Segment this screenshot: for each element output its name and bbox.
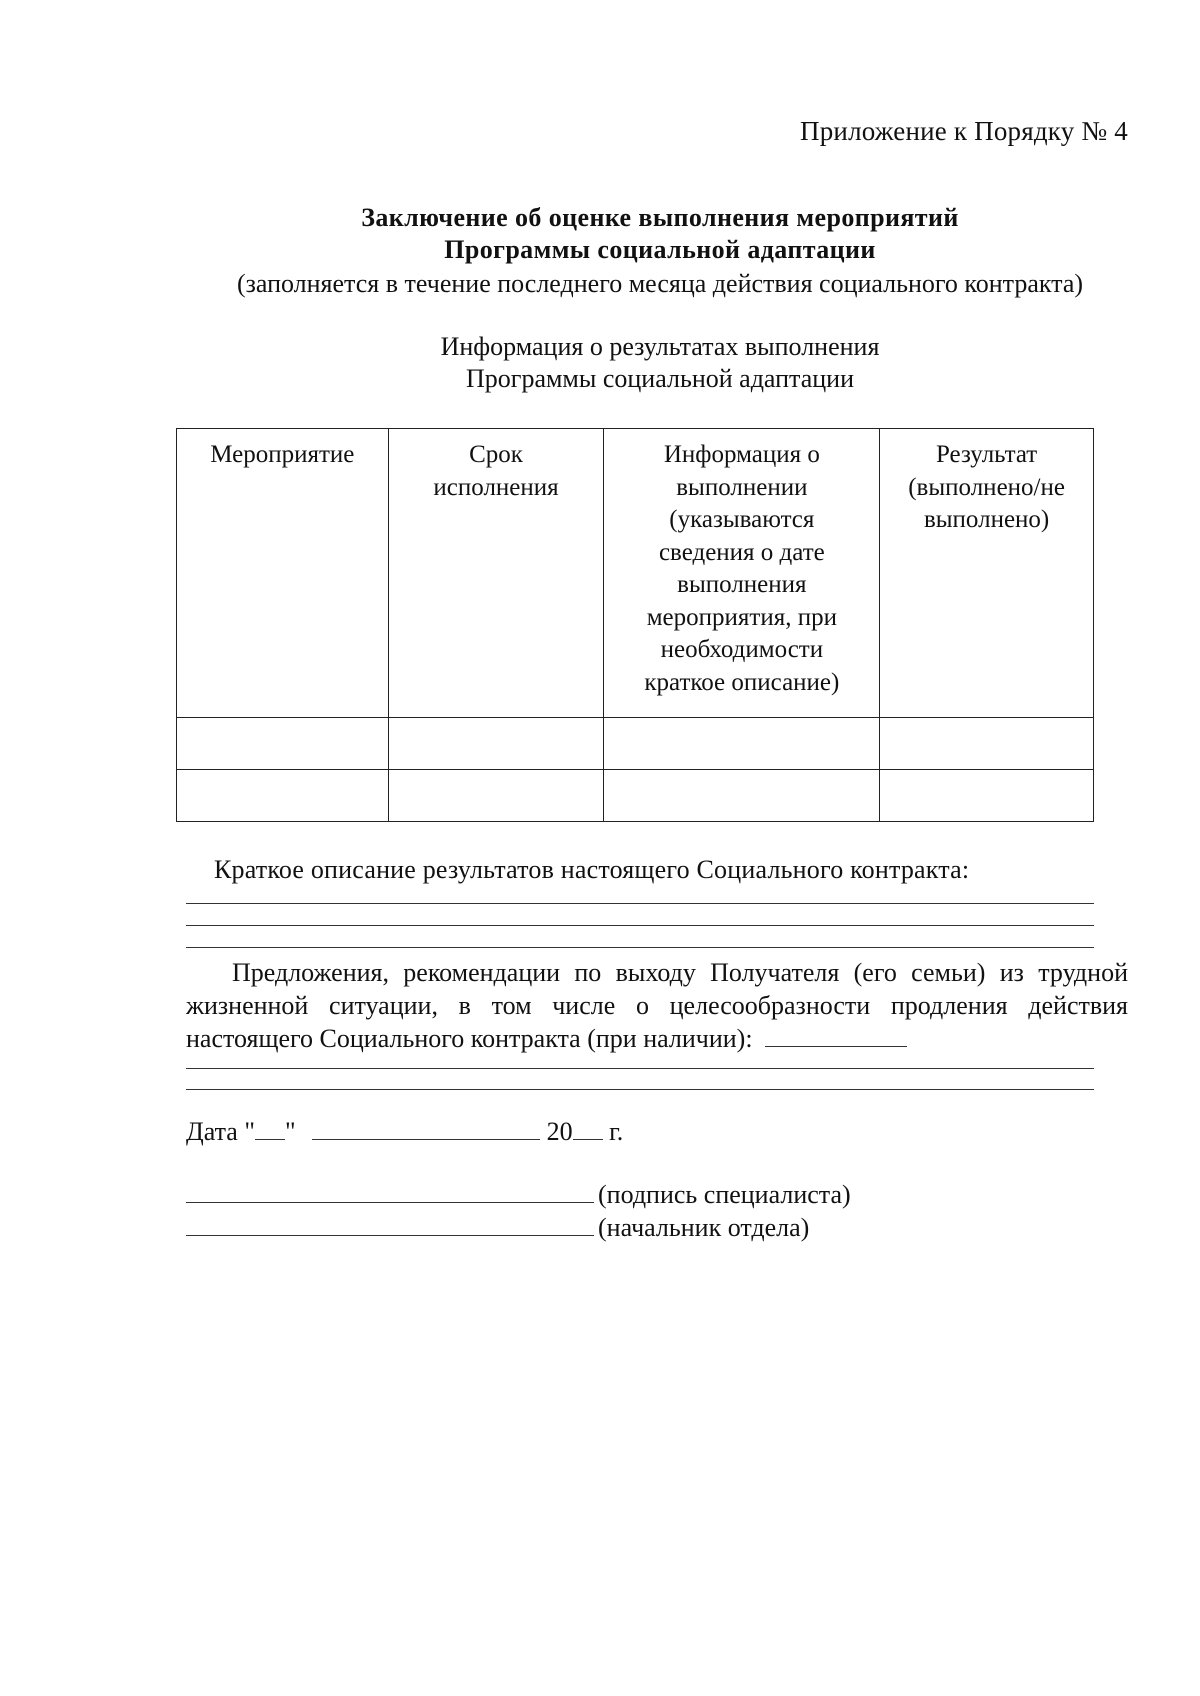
table-cell[interactable] — [388, 770, 604, 822]
header-deadline — [388, 429, 604, 718]
table-cell[interactable] — [604, 718, 880, 770]
brief-description-line[interactable] — [186, 903, 1094, 904]
results-table — [176, 428, 1094, 822]
header-line: краткое описание) — [644, 668, 840, 696]
table-row — [177, 770, 1094, 822]
proposals-paragraph — [186, 956, 1128, 1055]
appendix-label: Приложение к Порядку № 4 — [800, 116, 1128, 146]
date-year-prefix: 20 — [546, 1117, 573, 1146]
date-year-blank[interactable] — [573, 1117, 603, 1140]
signature-specialist-line[interactable] — [186, 1180, 594, 1203]
brief-description-line[interactable] — [186, 925, 1094, 926]
table-cell[interactable] — [177, 770, 389, 822]
header-line: исполнения — [433, 473, 559, 501]
table-cell[interactable] — [880, 770, 1094, 822]
date-label: Дата " — [186, 1117, 255, 1146]
title-line-1: Заключение об оценке выполнения мероприятий — [361, 203, 959, 232]
document-title — [180, 202, 1140, 300]
table-cell[interactable] — [177, 718, 389, 770]
date-day-blank[interactable] — [255, 1117, 285, 1140]
header-line: сведения о дате — [658, 538, 825, 566]
table-cell[interactable] — [388, 718, 604, 770]
signature-head-label: (начальник отдела) — [598, 1213, 810, 1242]
header-execution-info — [604, 429, 880, 718]
header-activity — [177, 429, 389, 718]
signature-specialist-label: (подпись специалиста) — [598, 1180, 851, 1209]
signature-specialist-row — [186, 1180, 851, 1210]
date-quote-close: " — [284, 1117, 296, 1146]
brief-description-line[interactable] — [186, 947, 1094, 948]
signature-head-row — [186, 1213, 809, 1243]
title-note: (заполняется в течение последнего месяца действия социального контракта) — [236, 269, 1084, 298]
table-caption-line-2: Программы социальной адаптации — [466, 364, 854, 393]
header-line: Информация о — [663, 441, 820, 468]
table-header-row — [177, 429, 1094, 718]
table-caption — [200, 331, 1120, 395]
date-month-blank[interactable] — [312, 1117, 540, 1140]
date-line — [186, 1117, 623, 1147]
header-line: (выполнено/не — [908, 473, 1065, 501]
proposals-inline-blank[interactable] — [765, 1022, 907, 1047]
header-line: выполнения — [677, 571, 807, 598]
brief-description-label: Краткое описание результатов настоящего Социального контракта: — [214, 855, 970, 884]
header-result — [880, 429, 1094, 718]
header-line: необходимости — [660, 636, 824, 663]
table-row — [177, 718, 1094, 770]
header-line: Результат — [935, 441, 1038, 468]
header-line: Срок — [469, 441, 523, 468]
header-line: Мероприятие — [210, 441, 355, 468]
title-line-2: Программы социальной адаптации — [444, 235, 876, 264]
table-cell[interactable] — [604, 770, 880, 822]
date-year-suffix: г. — [609, 1117, 624, 1146]
header-line: мероприятия, при — [646, 603, 837, 631]
proposals-text: Предложения, рекомендации по выходу Получателя (его семьи) из трудной жизненной ситуации, в том числе о целесообразности продления действия настоящего Социального контракта (при наличии): — [186, 958, 1128, 1053]
signature-head-line[interactable] — [186, 1213, 594, 1236]
proposals-line[interactable] — [186, 1089, 1094, 1090]
header-line: выполнении — [676, 473, 808, 501]
table-cell[interactable] — [880, 718, 1094, 770]
table-caption-line-1: Информация о результатах выполнения — [440, 332, 880, 361]
header-line: выполнено) — [923, 506, 1050, 533]
header-line: (указываются — [669, 506, 815, 533]
proposals-line[interactable] — [186, 1068, 1094, 1069]
